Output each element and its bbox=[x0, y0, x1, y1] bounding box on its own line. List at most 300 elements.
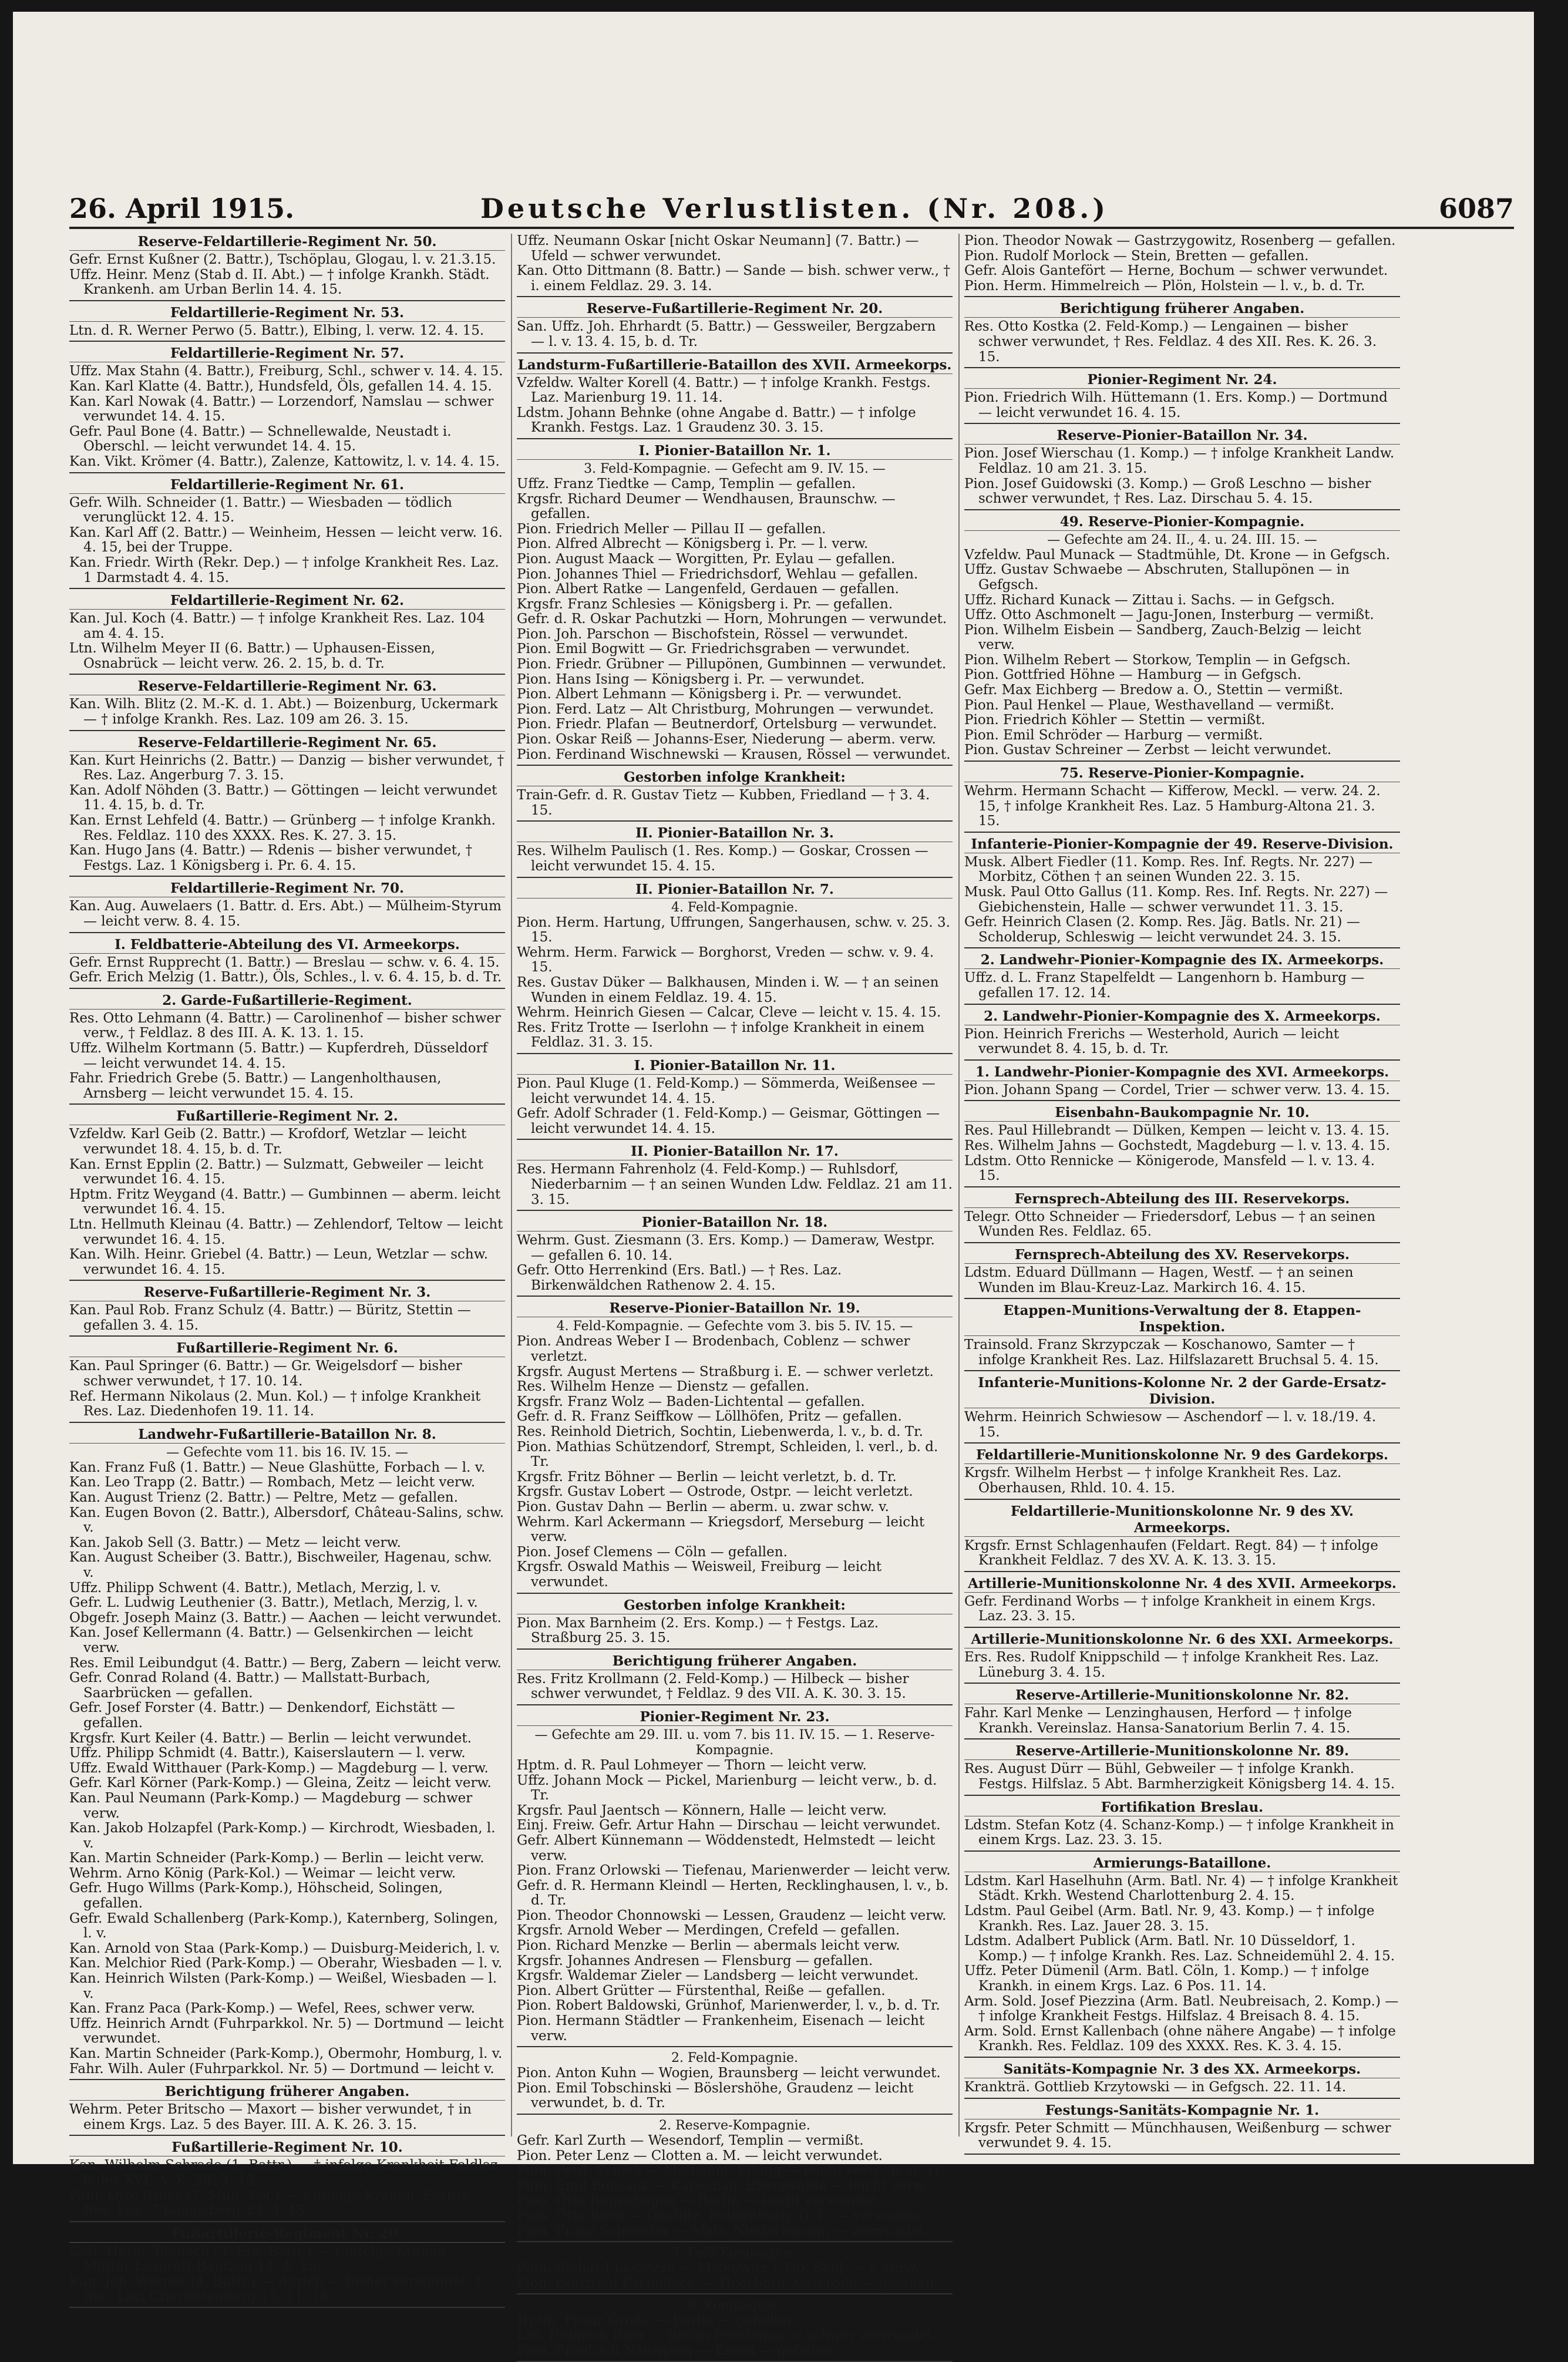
casualty-entry: Gefr. Alois Gantefört — Herne, Bochum — schwer verwundet. bbox=[964, 263, 1388, 279]
list-section bbox=[517, 2298, 953, 2362]
casualty-entry: Pion. Hermann Städtler — Frankenheim, Eisenach — leicht verw. bbox=[517, 2013, 925, 2044]
casualty-entry: San. Uffz. Joh. Ehrhardt (5. Battr.) — Gessweiler, Bergzabern — l. v. 13. 4. 15, b. d. Tr. bbox=[517, 319, 936, 349]
section-title: Reserve-Feldartillerie-Regiment Nr. 65. bbox=[69, 735, 505, 752]
section-subtitle: 2. Reserve-Kompagnie. bbox=[659, 2118, 810, 2133]
list-section bbox=[517, 357, 953, 439]
casualty-entry: Res. Otto Kostka (2. Feld-Komp.) — Lengainen — bisher schwer verwundet, † Res. Feldlaz. 4 des XII. Res. K. 26. 3. 15. bbox=[964, 319, 1377, 365]
casualty-entry: Kan. Ernst Epplin (2. Battr.) — Sulzmatt, Gebweiler — leicht verwundet 16. 4. 15. bbox=[69, 1156, 483, 1187]
casualty-entry: Kan. August Scheiber (3. Battr.), Bischweiler, Hagenau, schw. v. bbox=[69, 1550, 492, 1580]
section-title: Fortifikation Breslau. bbox=[964, 1799, 1400, 1816]
casualty-entry: Ldstm. Otto Rennicke — Königerode, Mansfeld — l. v. 13. 4. 15. bbox=[964, 1153, 1375, 1184]
casualty-entry: Kan. Paul Neumann (Park-Komp.) — Magdeburg — schwer verw. bbox=[69, 1790, 473, 1821]
casualty-entry: Krgsfr. Wilhelm Herbst — † infolge Krankheit Res. Laz. Oberhausen, Rhld. 10. 4. 15. bbox=[964, 1465, 1342, 1496]
casualty-entry: Gefr. Adolf Schrader (1. Feld-Komp.) — Geismar, Göttingen — leicht verwundet 14. 4. 15. bbox=[517, 1106, 940, 1136]
casualty-entry: Res. Wilhelm Paulisch (1. Res. Komp.) — Goskar, Crossen — leicht verwundet 15. 4. 15. bbox=[517, 843, 928, 874]
list-section bbox=[69, 2139, 505, 2222]
casualty-entry: Uffz. Otto Aschmonelt — Jagu-Jonen, Insterburg — vermißt. bbox=[964, 607, 1374, 623]
casualty-entry: Uffz. Franz Tiedtke — Camp, Templin — gefallen. bbox=[517, 476, 856, 492]
casualty-entry: Pion. Paul Kluge (1. Feld-Komp.) — Sömmerda, Weißensee — leicht verwundet 14. 4. 15. bbox=[517, 1075, 936, 1106]
section-title: Gestorben infolge Krankheit: bbox=[517, 1597, 953, 1614]
casualty-entry: Arm. Sold. Ernst Kallenbach (ohne nähere Angabe) — † infolge Krankh. Res. Feldlaz. 109 des XXXX. Res. K. 3. 4. 15. bbox=[964, 2023, 1396, 2054]
list-section bbox=[964, 1247, 1400, 1299]
casualty-entry: Kan. Arnold von Staa (Park-Komp.) — Duisburg-Meiderich, l. v. bbox=[69, 1940, 500, 1956]
casualty-entry: Pion. Josef Guidowski (3. Komp.) — Groß Leschno — bisher schwer verwundet, † Res. Laz. Dirschau 5. 4. 15. bbox=[964, 476, 1371, 507]
casualty-entry: Res. Reinhold Dietrich, Sochtin, Liebenwerda, l. v., b. d. Tr. bbox=[517, 1424, 923, 1440]
casualty-entry: Kan. Franz Fuß (1. Battr.) — Neue Glashütte, Forbach — l. v. bbox=[69, 1459, 486, 1475]
casualty-entry: Pion. Peter Lenz — Clotten a. M. — leicht verwundet. bbox=[517, 2148, 883, 2164]
section-title: Artillerie-Munitionskolonne Nr. 4 des XVII. Armeekorps. bbox=[964, 1576, 1400, 1593]
casualty-entry: Pion. Max Barnheim (2. Ers. Komp.) — † Festgs. Laz. Straßburg 25. 3. 15. bbox=[517, 1615, 879, 1646]
list-section bbox=[964, 1855, 1400, 2058]
casualty-entry: Pion. Franz Orlowski — Tiefenau, Marienwerder — leicht verw. bbox=[517, 1863, 951, 1879]
newspaper-page bbox=[13, 12, 1534, 2358]
casualty-entry: Res. Otto Lehmann (4. Battr.) — Carolinenhof — bisher schwer verw., † Feldlaz. 8 des III. A. K. 13. 1. 15. bbox=[69, 1010, 502, 1041]
casualty-entry: Uffz. Heinr. Menz (Stab d. II. Abt.) — † infolge Krankh. Städt. Krankenh. am Urban Berlin 14. 4. 15. bbox=[69, 267, 490, 298]
casualty-entry: Ltn. d. R. Werner Perwo (5. Battr.), Elbing, l. verw. 12. 4. 15. bbox=[69, 322, 484, 338]
list-section bbox=[517, 2118, 953, 2242]
casualty-entry: Uffz. Johann Mock — Pickel, Marienburg — leicht verw., b. d. Tr. bbox=[517, 1772, 937, 1804]
list-section bbox=[69, 234, 505, 301]
casualty-entry: Kan. August Trienz (2. Battr.) — Peltre, Metz — gefallen. bbox=[69, 1490, 458, 1506]
casualty-entry: Pion. Alfred Albrecht — Königsberg i. Pr. — l. verw. bbox=[517, 536, 869, 552]
casualty-entry: Krgsfr. Richard Deumer — Wendhausen, Braunschw. — gefallen. bbox=[517, 491, 896, 522]
casualty-entry: Kan. Kurt Heinrichs (2. Battr.) — Danzig — bisher verwundet, † Res. Laz. Angerburg 7. 3. 15. bbox=[69, 752, 504, 783]
list-section bbox=[964, 1576, 1400, 1628]
page-number: 6087 bbox=[1438, 193, 1514, 224]
casualty-entry: Pion. Emil Bonsack — Kapschau, Eberswalde — leicht verw. bbox=[517, 2178, 928, 2193]
list-section bbox=[517, 1143, 953, 1211]
section-title: Feldartillerie-Munitionskolonne Nr. 9 des Gardekorps. bbox=[964, 1447, 1400, 1464]
casualty-entry: Uffz. Wilhelm Kortmann (5. Battr.) — Kupferdreh, Düsseldorf — leicht verwundet 14. 4. 15. bbox=[69, 1040, 488, 1071]
casualty-entry: Pion. Otto Bugenhagen — Berlin — leicht verwundet. bbox=[517, 2193, 882, 2209]
list-section bbox=[69, 593, 505, 675]
section-title: I. Pionier-Bataillon Nr. 11. bbox=[517, 1058, 953, 1075]
section-title: 2. Landwehr-Pionier-Kompagnie des IX. Armeekorps. bbox=[964, 952, 1400, 969]
list-section bbox=[69, 477, 505, 590]
section-subtitle: — Gefechte vom 11. bis 16. IV. 15. — bbox=[166, 1445, 408, 1460]
issue-number: (Nr. 208.) bbox=[927, 193, 1109, 224]
casualty-entry: Pion. Joh. Parschon — Bischofstein, Rössel — verwundet. bbox=[517, 626, 909, 642]
casualty-entry: Pion. Gustav Schreiner — Zerbst — leicht verwundet. bbox=[964, 742, 1332, 758]
section-title: Fußartillerie-Regiment Nr. 6. bbox=[69, 1340, 505, 1357]
casualty-entry: Pion. Ferd. Latz — Alt Christburg, Mohrungen — verwundet. bbox=[517, 701, 934, 717]
casualty-entry: Pion. Hans Ising — Königsberg i. Pr. — verwundet. bbox=[517, 671, 865, 687]
list-section bbox=[964, 1503, 1400, 1572]
page-header bbox=[69, 188, 1514, 229]
list-section bbox=[69, 345, 505, 473]
section-title: Reserve-Feldartillerie-Regiment Nr. 63. bbox=[69, 678, 505, 695]
casualty-entry: Res. Gustav Düker — Balkhausen, Minden i. W. — † an seinen Wunden in einem Feldlaz. 19. 4. 15. bbox=[517, 974, 939, 1005]
casualty-entry: Kan. Heinrich Wilsten (Park-Komp.) — Weißel, Wiesbaden — l. v. bbox=[69, 1971, 497, 2001]
publication-title bbox=[480, 193, 1109, 224]
section-title: Reserve-Feldartillerie-Regiment Nr. 50. bbox=[69, 234, 505, 251]
casualty-entry: Pion. Theodor Chonnowski — Lessen, Graudenz — leicht verw. bbox=[517, 1907, 947, 1923]
casualty-entry: Pion. Johann Spang — Cordel, Trier — schwer verw. 13. 4. 15. bbox=[964, 1082, 1390, 1098]
casualty-entry: Ltn. Hellmuth Kleinau (4. Battr.) — Zehlendorf, Teltow — leicht verwundet 16. 4. 15. bbox=[69, 1216, 503, 1247]
column-3 bbox=[964, 233, 1400, 2151]
casualty-entry: Kan. Adolf Nöhden (3. Battr.) — Göttingen — leicht verwundet 11. 4. 15, b. d. Tr. bbox=[69, 782, 497, 813]
list-section bbox=[964, 1447, 1400, 1499]
list-section bbox=[964, 234, 1400, 297]
section-subtitle: — Gefechte am 24. II., 4. u. 24. III. 15. — bbox=[1047, 532, 1317, 547]
casualty-entry: Wehrm. Heinrich Giesen — Calcar, Cleve — leicht v. 15. 4. 15. bbox=[517, 1005, 941, 1021]
casualty-entry: Pion. Gustav Dahn — Berlin — aberm. u. zwar schw. v. bbox=[517, 1499, 889, 1515]
casualty-entry: Gefr. d. R. Franz Seiffkow — Löllhöfen, Pritz — gefallen. bbox=[517, 1409, 902, 1425]
section-title: Infanterie-Munitions-Kolonne Nr. 2 der Garde-Ersatz-Division. bbox=[964, 1375, 1400, 1408]
casualty-entry: Gefr. Josef Forster (4. Battr.) — Denkendorf, Eichstätt — gefallen. bbox=[69, 1700, 455, 1731]
casualty-entry: Gefr. Erich Melzig (1. Battr.), Öls, Schles., l. v. 6. 4. 15, b. d. Tr. bbox=[69, 970, 502, 985]
casualty-entry: Kan. Wilh. Blitz (2. M.-K. d. 1. Abt.) — Boizenburg, Uckermark — † infolge Krankh. Res. Laz. 109 am 26. 3. 15. bbox=[69, 697, 498, 728]
list-section bbox=[517, 443, 953, 766]
casualty-entry: Gefr. Albert Künnemann — Wöddenstedt, Helmstedt — leicht verw. bbox=[517, 1832, 936, 1863]
section-title: Feldartillerie-Regiment Nr. 61. bbox=[69, 477, 505, 494]
casualty-entry: Uffz. Heinrich Arndt (Fuhrparkkol. Nr. 5) — Dortmund — leicht verwundet. bbox=[69, 2016, 504, 2047]
section-title: Etappen-Munitions-Verwaltung der 8. Etappen-Inspektion. bbox=[964, 1303, 1400, 1336]
casualty-entry: Kan. Otto Dittmann (8. Battr.) — Sande — bish. schwer verw., † i. einem Feldlaz. 29. 3. 14. bbox=[517, 263, 950, 294]
casualty-entry: Hptm. Franz Große — Berlin — gefallen. bbox=[517, 2313, 796, 2329]
list-section bbox=[964, 1064, 1400, 1102]
section-subtitle: 4. Feld-Kompagnie. — Gefechte vom 3. bis 5. IV. 15. — bbox=[556, 1319, 913, 1334]
casualty-entry: Res. Paul Hillebrandt — Dülken, Kempen — leicht v. 13. 4. 15. bbox=[964, 1123, 1390, 1139]
section-subtitle: 3. Feld-Kompagnie. — Gefecht am 9. IV. 15. — bbox=[584, 461, 886, 476]
list-section bbox=[964, 1687, 1400, 1739]
list-section bbox=[964, 765, 1400, 833]
casualty-entry: Pion. Ferdinand Wischnewski — Krausen, Rössel — verwundet. bbox=[517, 746, 951, 762]
casualty-entry: Gefr. Ewald Schallenberg (Park-Komp.), Katernberg, Solingen, l. v. bbox=[69, 1910, 498, 1942]
list-section bbox=[964, 952, 1400, 1004]
casualty-entry: Pion. Gottfried Pacholleck — Thierberg, Osterode — gefallen. bbox=[517, 2275, 938, 2291]
casualty-entry: Krgsfr. Paul Jaentsch — Könnern, Halle — leicht verw. bbox=[517, 1802, 887, 1818]
section-title: 75. Reserve-Pionier-Kompagnie. bbox=[964, 765, 1400, 782]
casualty-entry: Kan. Leo Trapp (2. Battr.) — Rombach, Metz — leicht verw. bbox=[69, 1475, 476, 1490]
list-section bbox=[69, 1108, 505, 1281]
section-title: Fußartillerie-Regiment Nr. 10. bbox=[69, 2139, 505, 2156]
casualty-entry: Wehrm. Peter Britscho — Maxort — bisher verwundet, † in einem Krgs. Laz. 5 des Bayer. III. A. K. 26. 3. 15. bbox=[69, 2102, 472, 2132]
list-section bbox=[517, 234, 953, 297]
casualty-entry: Pion. Herm. Himmelreich — Plön, Holstein — l. v., b. d. Tr. bbox=[964, 278, 1365, 294]
casualty-entry: Uffz. Ewald Witthauer (Park-Komp.) — Magdeburg — l. verw. bbox=[69, 1760, 489, 1776]
list-section bbox=[69, 678, 505, 731]
casualty-entry: Gefr. Herm. Bentsch (3. Ers. Battr.) — † infolge Krankh. Militär-Lazarett Bautzen 14. 4. 15. bbox=[69, 2243, 451, 2274]
section-title: Feldartillerie-Regiment Nr. 62. bbox=[69, 593, 505, 610]
casualty-entry: Krankträ. Gottlieb Krzytowski — in Gefgsch. 22. 11. 14. bbox=[964, 2079, 1347, 2095]
list-section bbox=[517, 2246, 953, 2294]
casualty-entry: Pion. Wilhelm Rebert — Storkow, Templin — in Gefgsch. bbox=[964, 652, 1351, 668]
list-section bbox=[964, 1303, 1400, 1371]
list-section bbox=[69, 1426, 505, 2080]
casualty-entry: Pion. Albert Ratke — Langenfeld, Gerdauen — gefallen. bbox=[517, 581, 899, 597]
casualty-entry: Ltn. Wilhelm Meyer II (6. Battr.) — Uphausen-Eissen, Osnabrück — leicht verw. 26. 2. 15, b. d. Tr. bbox=[69, 641, 435, 671]
section-title: Sanitäts-Kompagnie Nr. 3 des XX. Armeekorps. bbox=[964, 2061, 1400, 2078]
casualty-entry: Kan. Karl Aff (2. Battr.) — Weinheim, Hessen — leicht verw. 16. 4. 15, bei der Truppe. bbox=[69, 524, 503, 556]
section-title: Eisenbahn-Baukompagnie Nr. 10. bbox=[964, 1105, 1400, 1122]
casualty-entry: Wehrm. Hermann Schacht — Kifferow, Meckl. — verw. 24. 2. 15, † infolge Krankheit Res. Laz. 5 Hamburg-Altona 21. 3. 15. bbox=[964, 783, 1381, 829]
casualty-entry: Krgsfr. Gustav Lobert — Ostrode, Ostpr. — leicht verletzt. bbox=[517, 1484, 913, 1500]
casualty-entry: Musk. Paul Otto Gallus (11. Komp. Res. Inf. Regts. Nr. 227) — Giebichenstein, Halle — schwer verwundet 11. 3. 15. bbox=[964, 884, 1388, 915]
casualty-entry: Kan. Vikt. Krömer (4. Battr.), Zalenze, Kattowitz, l. v. 14. 4. 15. bbox=[69, 453, 500, 469]
casualty-entry: Gefr. d. R. Hermann Kleindl — Herten, Recklinghausen, l. v., b. d. Tr. bbox=[517, 1878, 949, 1909]
casualty-entry: Vzfeldw. Paul Munack — Stadtmühle, Dt. Krone — in Gefgsch. bbox=[964, 547, 1391, 563]
casualty-entry: Pion. Heinrich Frerichs — Westerhold, Aurich — leicht verwundet 8. 4. 15, b. d. Tr. bbox=[964, 1026, 1340, 1057]
casualty-entry: Pion. Wilhelm Eisbein — Sandberg, Zauch-Belzig — leicht verw. bbox=[964, 622, 1361, 653]
list-section bbox=[964, 428, 1400, 510]
casualty-entry: Kan. Aug. Auwelaers (1. Battr. d. Ers. Abt.) — Mülheim-Styrum — leicht verw. 8. 4. 15. bbox=[69, 899, 502, 929]
list-section bbox=[964, 1743, 1400, 1795]
section-title: Feldartillerie-Regiment Nr. 53. bbox=[69, 305, 505, 322]
casualty-entry: Res. Wilhelm Jahns — Gochstedt, Magdeburg — l. v. 13. 4. 15. bbox=[964, 1138, 1391, 1153]
list-section bbox=[517, 1214, 953, 1297]
list-section bbox=[517, 2051, 953, 2115]
casualty-entry: Hptm. d. R. Paul Lohmeyer — Thorn — leicht verw. bbox=[517, 1757, 867, 1773]
casualty-entry: Ldstm. Paul Geibel (Arm. Batl. Nr. 9, 43. Komp.) — † infolge Krankh. Res. Laz. Jauer 28. 3. 15. bbox=[964, 1903, 1375, 1934]
column-1 bbox=[69, 234, 505, 2304]
casualty-entry: Gefr. Ernst Rupprecht (1. Battr.) — Breslau — schw. v. 6. 4. 15. bbox=[69, 954, 500, 970]
casualty-entry: Res. Emil Leibundgut (4. Battr.) — Berg, Zabern — leicht verw. bbox=[69, 1655, 502, 1671]
section-title: Reserve-Artillerie-Munitionskolonne Nr. 82. bbox=[964, 1687, 1400, 1704]
casualty-entry: Wehrm. Heinrich Schwiesow — Aschendorf — l. v. 18./19. 4. 15. bbox=[964, 1409, 1377, 1440]
casualty-entry: Krgsfr. Franz Wolz — Baden-Lichtental — gefallen. bbox=[517, 1394, 865, 1409]
list-section bbox=[517, 1300, 953, 1593]
casualty-entry: Krgsfr. Waldemar Zieler — Landsberg — leicht verwundet. bbox=[517, 1968, 919, 1984]
casualty-entry: Gefr. L. Ludwig Leuthenier (3. Battr.), Metlach, Merzig, l. v. bbox=[69, 1595, 478, 1611]
casualty-entry: Kan. Martin Schneider (Park-Komp.) — Berlin — leicht verw. bbox=[69, 1850, 484, 1866]
section-title: Feldartillerie-Regiment Nr. 57. bbox=[69, 345, 505, 362]
casualty-entry: Pion. Johannes Thiel — Friedrichsdorf, Wehlau — gefallen. bbox=[517, 566, 918, 582]
section-title: Berichtigung früherer Angaben. bbox=[517, 1653, 953, 1670]
section-title: Festungs-Sanitäts-Kompagnie Nr. 1. bbox=[964, 2102, 1400, 2119]
casualty-entry: Vzfeldw. Walter Korell (4. Battr.) — † infolge Krankh. Festgs. Laz. Marienburg 19. 11. 14. bbox=[517, 375, 931, 406]
casualty-entry: Pion. Otto Biele — Daubitz, Rothenburg, O. L. — verwundet. bbox=[517, 2208, 930, 2223]
casualty-entry: Kan. Eugen Bovon (2. Battr.), Albersdorf, Château-Salins, schw. v. bbox=[69, 1505, 504, 1536]
casualty-entry: Gefr. Paul Bone (4. Battr.) — Schnellewalde, Neustadt i. Oberschl. — leicht verwundet 14. 4. 15. bbox=[69, 423, 452, 455]
casualty-entry: Kan. Jakob Holzapfel (Park-Komp.) — Kirchrodt, Wiesbaden, l. v. bbox=[69, 1821, 496, 1851]
section-title: Artillerie-Munitionskolonne Nr. 6 des XXI. Armeekorps. bbox=[964, 1631, 1400, 1648]
section-title: Pionier-Bataillon Nr. 18. bbox=[517, 1214, 953, 1232]
casualty-entry: Krgsfr. August Mertens — Straßburg i. E. — schwer verletzt. bbox=[517, 1364, 934, 1379]
casualty-entry: Ldstm. Adalbert Publick (Arm. Batl. Nr. 10 Düsseldorf, 1. Komp.) — † infolge Krankh. Res. Laz. Schneidemühl 2. 4. 15. bbox=[964, 1933, 1395, 1964]
casualty-entry: Gefr. Karl Körner (Park-Komp.) — Gleina, Zeitz — leicht verw. bbox=[69, 1775, 492, 1791]
casualty-entry: Pion. Friedrich Meller — Pillau II — gefallen. bbox=[517, 521, 826, 537]
section-title: I. Feldbatterie-Abteilung des VI. Armeekorps. bbox=[69, 937, 505, 954]
column-divider bbox=[958, 234, 960, 2136]
casualty-entry: Pion. Herm. Hartung, Uffrungen, Sangerhausen, schw. v. 25. 3. 15. bbox=[517, 914, 950, 946]
casualty-entry: Ldstm. Eduard Düllmann — Hagen, Westf. — † an seinen Wunden im Blau-Kreuz-Laz. Markirch 16. 4. 15. bbox=[964, 1264, 1354, 1296]
casualty-entry: Gefr. d. R. Oskar Pachutzki — Horn, Mohrungen — verwundet. bbox=[517, 611, 947, 627]
header-rule bbox=[69, 227, 1514, 229]
casualty-entry: Gefr. Otto Herrenkind (Ers. Batl.) — † Res. Laz. Birkenwäldchen Rathenow 2. 4. 15. bbox=[517, 1263, 842, 1293]
section-title: Reserve-Fußartillerie-Regiment Nr. 3. bbox=[69, 1284, 505, 1301]
section-title: Fernsprech-Abteilung des XV. Reservekorps. bbox=[964, 1247, 1400, 1264]
casualty-entry: Train-Gefr. d. R. Gustav Tietz — Kubben, Friedland — † 3. 4. 15. bbox=[517, 788, 930, 818]
casualty-entry: Gefr. Ernst Kußner (2. Battr.), Tschöplau, Glogau, l. v. 21.3.15. bbox=[69, 252, 496, 267]
list-section bbox=[517, 1058, 953, 1140]
section-title: Landsturm-Fußartillerie-Bataillon des XVII. Armeekorps. bbox=[517, 356, 952, 373]
list-section bbox=[964, 1375, 1400, 1444]
casualty-entry: Pion. August Maack — Worgitten, Pr. Eylau — gefallen. bbox=[517, 551, 896, 567]
casualty-entry: Ers. Res. Rudolf Knippschild — † infolge Krankheit Res. Laz. Lüneburg 3. 4. 15. bbox=[964, 1650, 1379, 1680]
section-title: Reserve-Pionier-Bataillon Nr. 34. bbox=[964, 428, 1400, 445]
casualty-entry: Wehrm. Herm. Farwick — Borghorst, Vreden — schw. v. 9. 4. 15. bbox=[517, 944, 934, 975]
casualty-entry: Uffz. Philipp Schwent (4. Battr.), Metlach, Merzig, l. v. bbox=[69, 1580, 441, 1596]
list-section bbox=[517, 1653, 953, 1705]
casualty-entry: Uffz. d. L. Franz Stapelfeldt — Langenhorn b. Hamburg — gefallen 17. 12. 14. bbox=[964, 970, 1365, 1001]
casualty-entry: Uffz. Peter Dümenil (Arm. Batl. Cöln, 1. Komp.) — † infolge Krankh. in einem Krgs. Laz. 6 Pos. 11. 14. bbox=[964, 1963, 1370, 1994]
section-title: Gestorben infolge Krankheit: bbox=[517, 769, 953, 786]
casualty-entry: Krgsfr. Peter Schmitt — Münchhausen, Weißenburg — schwer verwundet 9. 4. 15. bbox=[964, 2120, 1391, 2151]
list-section bbox=[964, 2102, 1400, 2155]
section-title: 2. Landwehr-Pionier-Kompagnie des X. Armeekorps. bbox=[964, 1008, 1400, 1025]
section-title: Infanterie-Pionier-Kompagnie der 49. Reserve-Division. bbox=[964, 836, 1400, 853]
casualty-entry: Kan. Wilh. Heinr. Griebel (4. Battr.) — Leun, Wetzlar — schw. verwundet 16. 4. 15. bbox=[69, 1247, 488, 1277]
list-section bbox=[964, 514, 1400, 762]
section-subtitle: — Gefechte am 29. III. u. vom 7. bis 11. IV. 15. — 1. Reserve-Kompagnie. bbox=[534, 1727, 935, 1758]
publication-name: Deutsche Verlustlisten. bbox=[480, 193, 914, 224]
section-title: II. Pionier-Bataillon Nr. 17. bbox=[517, 1143, 953, 1160]
casualty-entry: Pion. Oskar Reiß — Johanns-Eser, Niederung — aberm. verw. bbox=[517, 732, 936, 748]
list-section bbox=[517, 881, 953, 1054]
casualty-entry: Gefr. Conrad Roland (4. Battr.) — Mallstatt-Burbach, Saarbrücken — gefallen. bbox=[69, 1670, 430, 1701]
casualty-entry: Arm. Sold. Josef Piezzina (Arm. Batl. Neubreisach, 2. Komp.) — † infolge Krankheit Festgs. Hilfslaz. 4 Breisach 8. 4. 15. bbox=[964, 1993, 1399, 2024]
casualty-entry: Kan. Jul. Koch (4. Battr.) — † infolge Krankheit Res. Laz. 104 am 4. 4. 15. bbox=[69, 611, 485, 641]
list-section bbox=[69, 1340, 505, 1422]
casualty-entry: Pion. Andreas Weber I — Brodenbach, Coblenz — schwer verletzt. bbox=[517, 1334, 910, 1365]
casualty-entry: Gefr. Karl Zurth — Wesendorf, Templin — vermißt. bbox=[517, 2133, 864, 2148]
casualty-entry: Krgsfr. Johannes Andresen — Flensburg — gefallen. bbox=[517, 1953, 873, 1969]
casualty-entry: Wehrm. Gust. Ziesmann (3. Ers. Komp.) — Dameraw, Westpr. — gefallen 6. 10. 14. bbox=[517, 1233, 935, 1263]
list-section bbox=[964, 1191, 1400, 1243]
list-section bbox=[964, 1105, 1400, 1187]
casualty-entry: Res. Wilhelm Henze — Dienstz — gefallen. bbox=[517, 1379, 810, 1395]
list-section bbox=[69, 937, 505, 989]
section-title: Reserve-Fußartillerie-Regiment Nr. 20. bbox=[517, 301, 953, 318]
casualty-entry: Gefr. Ferdinand Worbs — † infolge Krankheit in einem Krgs. Laz. 23. 3. 15. bbox=[964, 1593, 1376, 1624]
casualty-entry: Telegr. Otto Schneider — Friedersdorf, Lebus — † an seinen Wunden Res. Feldlaz. 65. bbox=[964, 1209, 1376, 1240]
list-section bbox=[69, 735, 505, 877]
list-section bbox=[69, 880, 505, 933]
section-title: Fernsprech-Abteilung des III. Reservekorps. bbox=[964, 1191, 1400, 1208]
casualty-entry: Musk. Albert Fiedler (11. Komp. Res. Inf. Regts. Nr. 227) — Morbitz, Cöthen † an seinen Wunden 22. 3. 15. bbox=[964, 854, 1373, 885]
casualty-entry: Uffz. Richard Kunack — Zittau i. Sachs. — in Gefgsch. bbox=[964, 592, 1335, 608]
list-section bbox=[517, 769, 953, 822]
section-subtitle: 4. Feld-Kompagnie. bbox=[671, 900, 799, 915]
casualty-entry: Krgsfr. Ernst Schlagenhaufen (Feldart. Regt. 84) — † infolge Krankheit Feldlaz. 7 des XV. A. K. 13. 3. 15. bbox=[964, 1537, 1378, 1569]
section-subtitle: 3. Feld-Kompagnie. bbox=[671, 2246, 799, 2261]
section-title: Berichtigung früherer Angaben. bbox=[964, 301, 1400, 318]
casualty-entry: Pion. Friedrich Köhler — Stettin — vermißt. bbox=[964, 712, 1266, 728]
casualty-entry: Uffz. Gustav Schwaebe — Abschruten, Stallupönen — in Gefgsch. bbox=[964, 562, 1350, 593]
casualty-entry: Ldstm. Karl Haselhuhn (Arm. Batl. Nr. 4) — † infolge Krankheit Städt. Krkh. Westend Charlottenburg 2. 4. 15. bbox=[964, 1873, 1398, 1904]
casualty-entry: Pion. Ferd. Schiek — Malbaum, Elbing — leicht verw., b. d. Tr. bbox=[517, 2163, 944, 2179]
list-section bbox=[517, 825, 953, 877]
list-section bbox=[964, 1008, 1400, 1061]
casualty-entry: Pion. Josef Clemens — Cöln — gefallen. bbox=[517, 1544, 788, 1560]
casualty-entry: Kan. Friedr. Wirth (Rekr. Dep.) — † infolge Krankheit Res. Laz. 1 Darmstadt 4. 4. 15. bbox=[69, 554, 499, 586]
section-title: II. Pionier-Bataillon Nr. 7. bbox=[517, 881, 953, 899]
section-title: 1. Landwehr-Pionier-Kompagnie des XVI. Armeekorps. bbox=[964, 1064, 1400, 1081]
casualty-entry: Pion. Josef Wierschau (1. Komp.) — † infolge Krankheit Landw. Feldlaz. 10 am 21. 3. 15. bbox=[964, 446, 1395, 476]
casualty-entry: Ref. Hermann Nikolaus (2. Mun. Kol.) — † infolge Krankheit Res. Laz. Diedenhofen 19. 11. 14. bbox=[69, 1388, 481, 1419]
casualty-entry: Pion. Emil Bogwitt — Gr. Friedrichsgraben — verwundet. bbox=[517, 641, 910, 657]
casualty-entry: Pion. Theodor Nowak — Gastrzygowitz, Rosenberg — gefallen. bbox=[964, 233, 1396, 248]
section-title: Reserve-Artillerie-Munitionskolonne Nr. 89. bbox=[964, 1743, 1400, 1760]
casualty-entry: Kan. Ernst Lehfeld (4. Battr.) — Grünberg — † infolge Krankh. Res. Feldlaz. 110 des XXXX. Res. K. 27. 3. 15. bbox=[69, 813, 496, 843]
list-section bbox=[69, 2226, 505, 2308]
casualty-entry: Krgsfr. Franz Schlesies — Königsberg i. Pr. — gefallen. bbox=[517, 596, 893, 612]
casualty-entry: Pion. Robert Baldowski, Grünhof, Marienwerder, l. v., b. d. Tr. bbox=[517, 1998, 940, 2014]
casualty-entry: Kan. Paul Rob. Franz Schulz (4. Battr.) — Büritz, Stettin — gefallen 3. 4. 15. bbox=[69, 1303, 471, 1333]
casualty-entry: Kan. Hugo Jans (4. Battr.) — Rdenis — bisher verwundet, † Festgs. Laz. 1 Königsberg i. Pr. 6. 4. 15. bbox=[69, 843, 473, 873]
issue-date: 26. April 1915. bbox=[69, 193, 295, 224]
casualty-entry: Pion. Albert Lehmann — Königsberg i. Pr. — verwundet. bbox=[517, 687, 902, 702]
list-section bbox=[69, 1284, 505, 1337]
list-section bbox=[964, 1631, 1400, 1684]
column-divider bbox=[511, 234, 512, 2136]
casualty-entry: Kan. Karl Nowak (4. Battr.) — Lorzendorf, Namslau — schwer verwundet 14. 4. 15. bbox=[69, 393, 494, 425]
casualty-entry: Pion. Friedrich Nahrgang — Essen — gefallen. bbox=[517, 2343, 837, 2358]
casualty-entry: Pion. Friedrich Wilh. Hüttemann (1. Ers. Komp.) — Dortmund — leicht verwundet 16. 4. 15. bbox=[964, 390, 1388, 420]
section-title: Feldartillerie-Munitionskolonne Nr. 9 des XV. Armeekorps. bbox=[964, 1503, 1400, 1537]
casualty-entry: Kan. Melchior Ried (Park-Komp.) — Oberahr, Wiesbaden — l. v. bbox=[69, 1956, 503, 1971]
casualty-entry: Pion. Emil Tobschinski — Böslershöhe, Graudenz — leicht verwundet, b. d. Tr. bbox=[517, 2080, 914, 2111]
list-section bbox=[517, 1709, 953, 2047]
section-title: II. Pionier-Bataillon Nr. 3. bbox=[517, 825, 953, 842]
casualty-entry: Res. Fritz Trotte — Iserlohn — † infolge Krankheit in einem Feldlaz. 31. 3. 15. bbox=[517, 1020, 925, 1051]
casualty-entry: Krgsfr. Fritz Böhner — Berlin — leicht verletzt, b. d. Tr. bbox=[517, 1469, 897, 1485]
list-section bbox=[964, 372, 1400, 424]
casualty-entry: Fahr. Friedrich Grebe (5. Battr.) — Langenholthausen, Arnsberg — leicht verwundet 15. 4. 15. bbox=[69, 1071, 442, 1101]
casualty-entry: Kan. Jakob Sell (3. Battr.) — Metz — leicht verw. bbox=[69, 1535, 401, 1550]
casualty-entry: Wehrm. Arno König (Park-Kol.) — Weimar — leicht verw. bbox=[69, 1865, 456, 1881]
casualty-entry: Gefr. Heinrich Clasen (2. Komp. Res. Jäg. Batls. Nr. 21) — Scholderup, Schleswig — leicht verwundet 24. 3. 15. bbox=[964, 914, 1360, 945]
casualty-entry: Kan. Paul Springer (6. Battr.) — Gr. Weigelsdorf — bisher schwer verwundet, † 17. 10. 14. bbox=[69, 1358, 462, 1389]
casualty-entry: Krgsfr. Kurt Keiler (4. Battr.) — Berlin — leicht verwundet. bbox=[69, 1730, 472, 1746]
list-section bbox=[964, 1799, 1400, 1852]
casualty-entry: Uffz. Max Stahn (4. Battr.), Freiburg, Schl., schwer v. 14. 4. 15. bbox=[69, 364, 503, 379]
casualty-entry: Pion. Rudolf Morlock — Stein, Bretten — gefallen. bbox=[964, 248, 1309, 264]
casualty-entry: Fahr. Karl Menke — Lenzinghausen, Herford — † infolge Krankh. Vereinslaz. Hansa-Sanatorium Berlin 7. 4. 15. bbox=[964, 1705, 1352, 1736]
casualty-entry: Trainsold. Franz Skrzypczak — Koschanowo, Samter — † infolge Krankheit Res. Laz. Hilfslazarett Bruchsal 5. 4. 15. bbox=[964, 1337, 1379, 1368]
section-title: Reserve-Pionier-Bataillon Nr. 19. bbox=[517, 1300, 953, 1317]
casualty-entry: Einj. Freiw. Gefr. Artur Hahn — Dirschau — leicht verwundet. bbox=[517, 1818, 941, 1833]
casualty-entry: Kan. Martin Schneider (Park-Komp.), Obermohr, Homburg, l. v. bbox=[69, 2046, 503, 2061]
casualty-entry: Pion. Richard Laszczyk — Mickowitz i. Ob. Schl. — l. verw. bbox=[517, 2260, 919, 2276]
casualty-entry: Pion. Anton Kuhn — Wogien, Braunsberg — leicht verwundet. bbox=[517, 2065, 941, 2081]
list-section bbox=[517, 1597, 953, 1650]
casualty-entry: Pion. Mathias Schützendorf, Strempt, Schleiden, l. verl., b. d. Tr. bbox=[517, 1439, 938, 1470]
list-section bbox=[69, 305, 505, 342]
casualty-entry: Pion. Friedr. Grübner — Pillupönen, Gumbinnen — verwundet. bbox=[517, 657, 947, 672]
section-subtitle: 8. Kompagnie. bbox=[687, 2298, 782, 2313]
list-section bbox=[964, 2061, 1400, 2099]
casualty-entry: Pion. Paul Henkel — Plaue, Westhavelland — vermißt. bbox=[964, 697, 1335, 713]
list-section bbox=[517, 301, 953, 353]
casualty-entry: Uffz. Neumann Oskar [nicht Oskar Neumann] (7. Battr.) — Ufeld — schwer verwundet. bbox=[517, 233, 919, 264]
column-2 bbox=[517, 233, 953, 2358]
casualty-entry: Gefr. Wilh. Schneider (1. Battr.) — Wiesbaden — tödlich verunglückt 12. 4. 15. bbox=[69, 494, 452, 526]
casualty-entry: Kan. Karl Klatte (4. Battr.), Hundsfeld, Öls, gefallen 14. 4. 15. bbox=[69, 378, 492, 394]
casualty-entry: Ldstm. Stefan Kotz (4. Schanz-Komp.) — † infolge Krankheit in einem Krgs. Laz. 23. 3. 15. bbox=[964, 1817, 1394, 1848]
casualty-entry: Kan. Josef Kellermann (4. Battr.) — Gelsenkirchen — leicht verw. bbox=[69, 1625, 473, 1656]
casualty-entry: Pion. Emil Schröder — Harburg — vermißt. bbox=[964, 727, 1263, 743]
casualty-entry: Kan. Joh. Werner (4. Battr.) — Aurich — bisher verwundet, † Res. Laz. Charlottenburg 13. 11. 14. bbox=[69, 2273, 482, 2304]
list-section bbox=[964, 301, 1400, 368]
section-title: 49. Reserve-Pionier-Kompagnie. bbox=[964, 514, 1400, 531]
casualty-entry: Gefr. Hugo Willms (Park-Komp.), Höhscheid, Solingen, gefallen. bbox=[69, 1880, 443, 1912]
casualty-entry: Fahr. Otto Irmer (7. Mun. Kol.) — † infolge Krankh. Festgs. Res. Laz. 7 Königsberg 23. 3. 15. bbox=[69, 2188, 472, 2219]
casualty-entry: Pion. Franz Schneider — Malz, Niederbarnim — verwundet. bbox=[517, 2223, 929, 2239]
section-title: Fußartillerie-Regiment Nr. 2. bbox=[69, 1108, 505, 1125]
casualty-entry: Vzfeldw. Karl Geib (2. Battr.) — Krofdorf, Wetzlar — leicht verwundet 18. 4. 15, b. d. Tr. bbox=[69, 1126, 467, 1157]
